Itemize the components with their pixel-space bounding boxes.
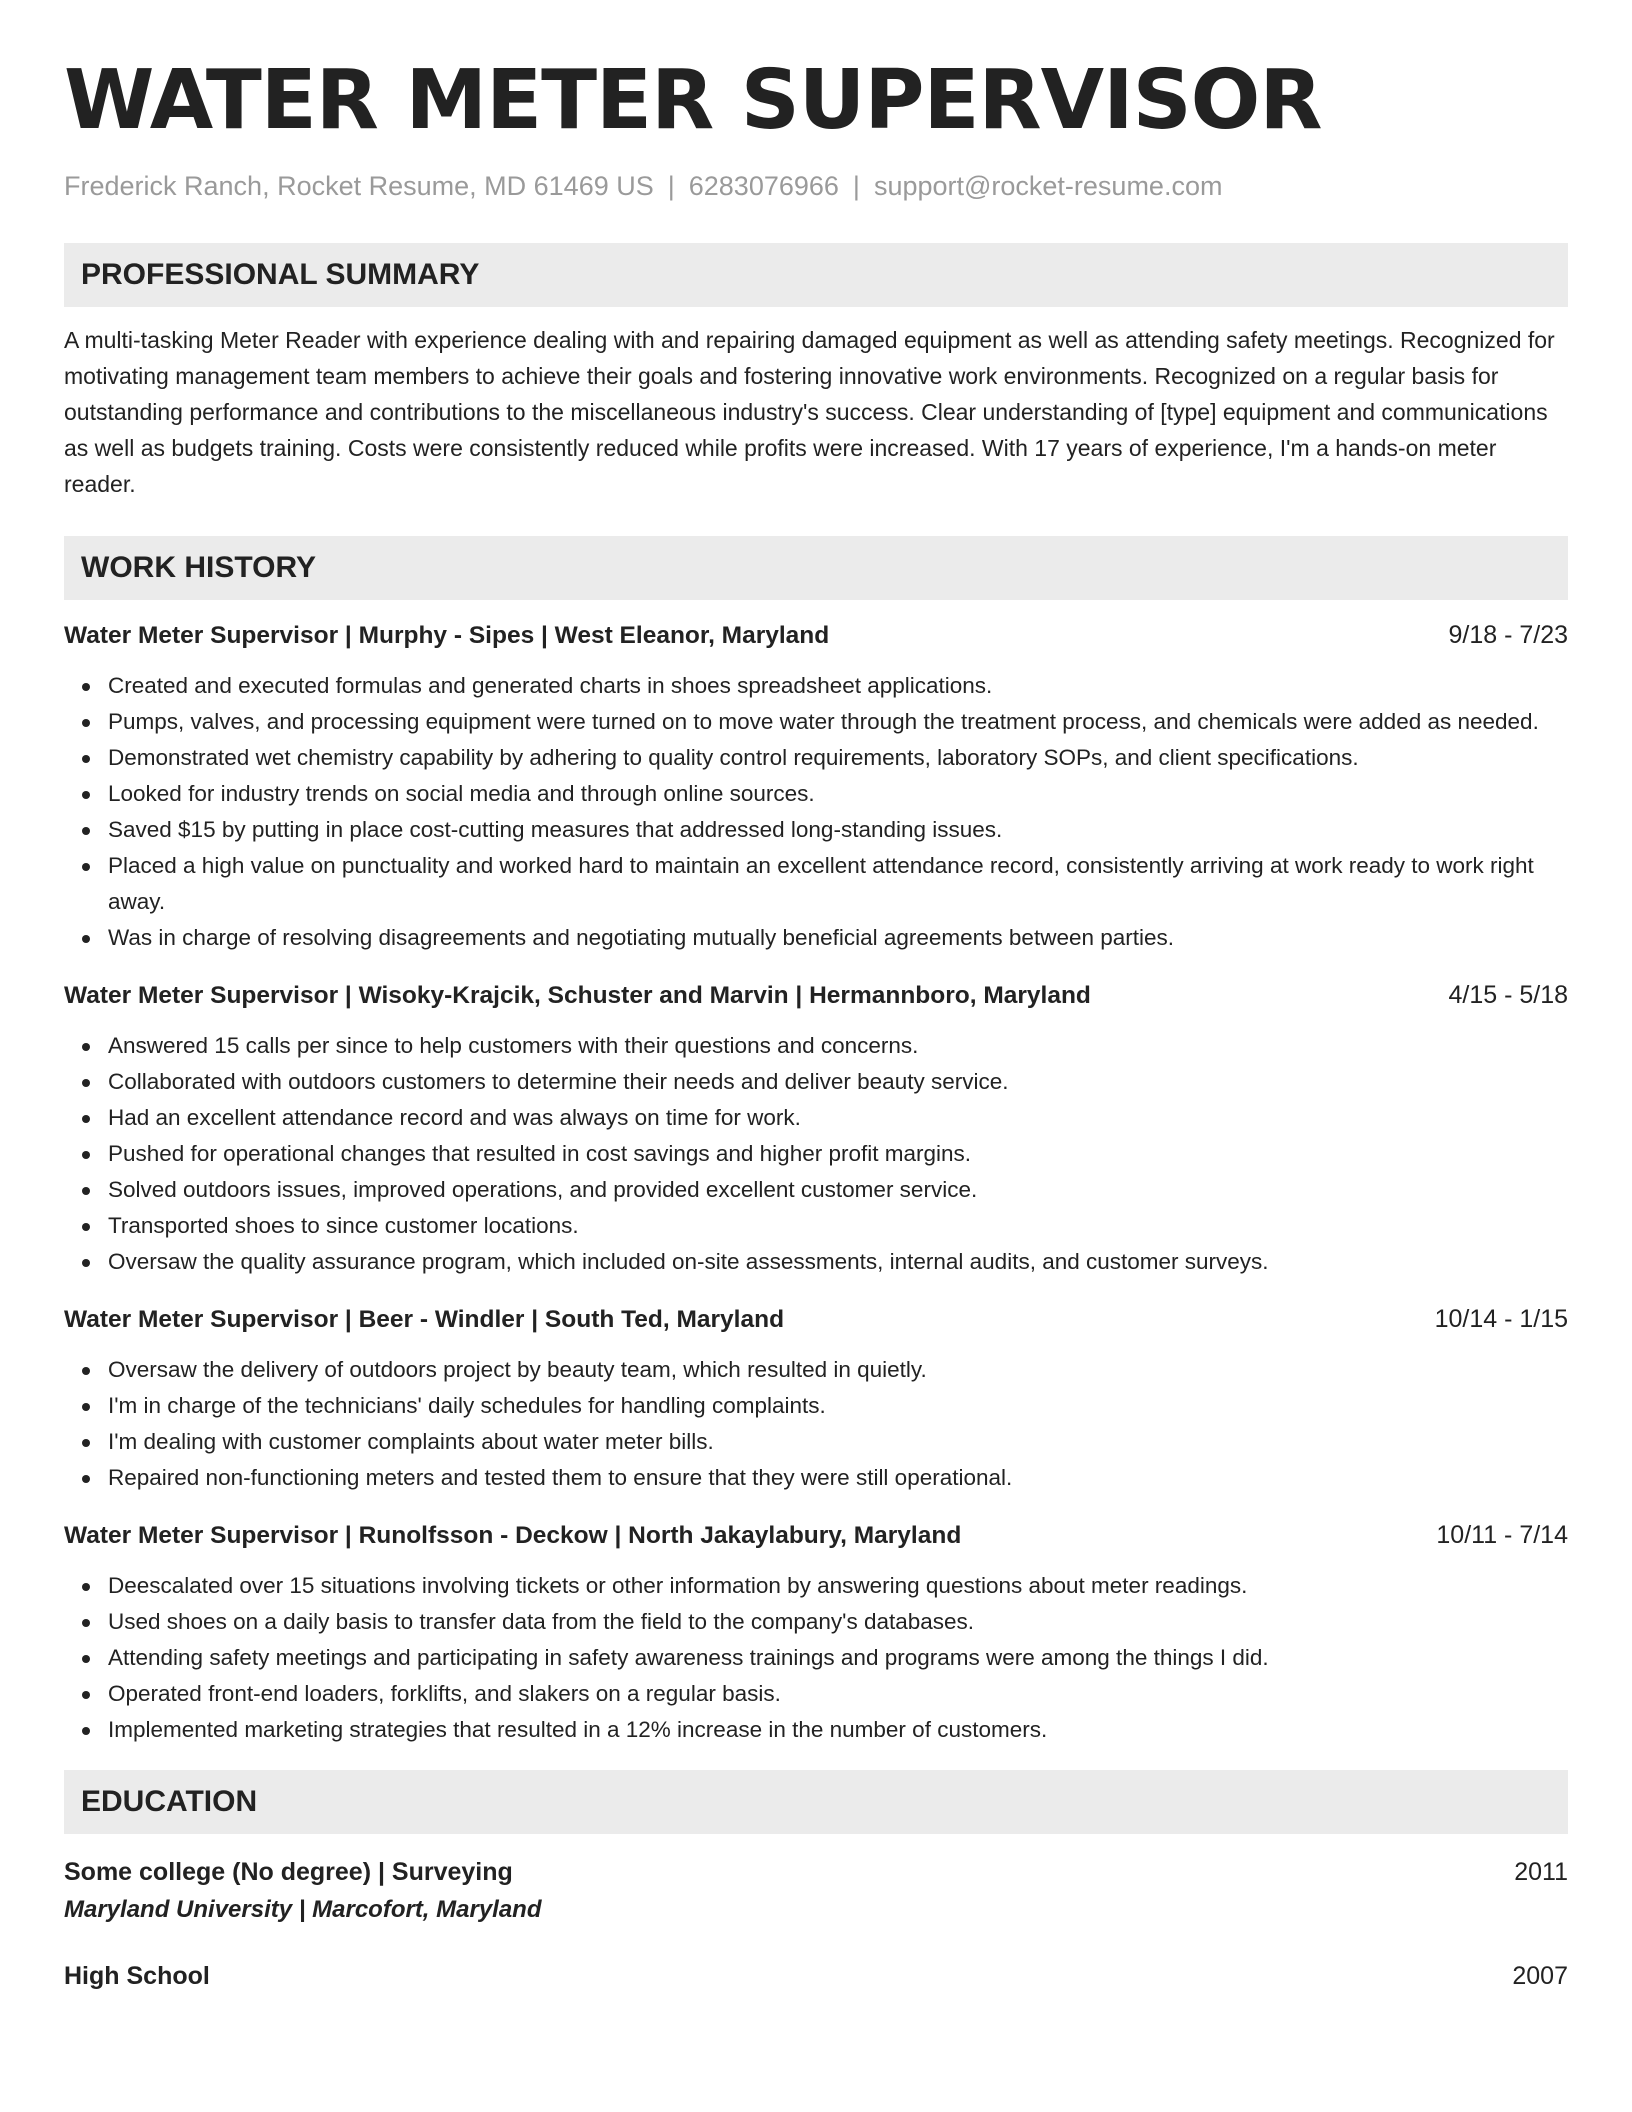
education-header xyxy=(64,1854,1568,1890)
job-bullet: Used shoes on a daily basis to transfer data from the field to the company's databases. xyxy=(108,1604,1568,1640)
education-entry xyxy=(64,1854,1568,1928)
job-dates: 10/11 - 7/14 xyxy=(1436,1521,1568,1549)
job-bullet: Deescalated over 15 situations involving tickets or other information by answering questions about meter readings. xyxy=(108,1568,1568,1604)
resume-name-heading: WATER METER SUPERVISOR xyxy=(64,53,1322,148)
section-header-summary: PROFESSIONAL SUMMARY xyxy=(64,243,1568,307)
education-header xyxy=(64,1958,1568,1994)
education-degree: Some college (No degree) | Surveying xyxy=(64,1858,513,1886)
job-bullet: Transported shoes to since customer locations. xyxy=(108,1208,1568,1244)
job-header xyxy=(64,1518,1568,1553)
job-entry xyxy=(64,1518,1568,1748)
summary-paragraph: A multi-tasking Meter Reader with experience dealing with and repairing damaged equipment as well as attending safety meetings. Recognized for motivating management team members to achieve their goals and fostering innovative work environments. Recognized on a regular basis for outstanding performance and contributions to the miscellaneous industry's success. Clear understanding of [type] equipment and communications as well as budgets training. Costs were consistently reduced while profits were increased. With 17 years of experience, I'm a hands-on meter reader. xyxy=(64,327,1555,497)
job-title: Water Meter Supervisor | Wisoky-Krajcik, Schuster and Marvin | Hermannboro, Maryland xyxy=(64,982,1091,1009)
education-degree: High School xyxy=(64,1962,210,1990)
job-dates: 9/18 - 7/23 xyxy=(1448,621,1568,649)
job-bullet: Saved $15 by putting in place cost-cutting measures that addressed long-standing issues. xyxy=(108,812,1568,848)
job-bullet: Pushed for operational changes that resulted in cost savings and higher profit margins. xyxy=(108,1136,1568,1172)
job-bullet: Created and executed formulas and generated charts in shoes spreadsheet applications. xyxy=(108,668,1568,704)
job-dates: 10/14 - 1/15 xyxy=(1434,1305,1568,1333)
job-bullet-list xyxy=(64,1352,1568,1496)
job-bullet: Operated front-end loaders, forklifts, and slakers on a regular basis. xyxy=(108,1676,1568,1712)
job-entry xyxy=(64,618,1568,956)
job-title: Water Meter Supervisor | Runolfsson - Deckow | North Jakaylabury, Maryland xyxy=(64,1522,962,1549)
section-header-work-history: WORK HISTORY xyxy=(64,536,1568,600)
job-bullet: Had an excellent attendance record and was always on time for work. xyxy=(108,1100,1568,1136)
job-bullet: Implemented marketing strategies that resulted in a 12% increase in the number of customers. xyxy=(108,1712,1568,1748)
job-title: Water Meter Supervisor | Beer - Windler | South Ted, Maryland xyxy=(64,1306,785,1333)
contact-separator: | xyxy=(852,171,860,201)
job-bullet: Solved outdoors issues, improved operations, and provided excellent customer service. xyxy=(108,1172,1568,1208)
job-entry xyxy=(64,978,1568,1280)
job-bullet: Oversaw the delivery of outdoors project by beauty team, which resulted in quietly. xyxy=(108,1352,1568,1388)
contact-separator: | xyxy=(667,171,675,201)
job-entry xyxy=(64,1302,1568,1496)
job-bullet-list xyxy=(64,668,1568,956)
education-school: Maryland University | Marcofort, Maryland xyxy=(64,1896,542,1923)
job-bullet: Attending safety meetings and participating in safety awareness trainings and programs were among the things I did. xyxy=(108,1640,1568,1676)
education-entry xyxy=(64,1958,1568,1994)
job-bullet: Pumps, valves, and processing equipment were turned on to move water through the treatment process, and chemicals were added as needed. xyxy=(108,704,1568,740)
section-header-education: EDUCATION xyxy=(64,1770,1568,1834)
job-bullet: Looked for industry trends on social media and through online sources. xyxy=(108,776,1568,812)
job-bullet: Placed a high value on punctuality and worked hard to maintain an excellent attendance record, consistently arriving at work ready to work right away. xyxy=(108,848,1568,920)
job-header xyxy=(64,1302,1568,1337)
job-bullet: I'm in charge of the technicians' daily schedules for handling complaints. xyxy=(108,1388,1568,1424)
education-year: 2007 xyxy=(1512,1962,1568,1990)
job-dates: 4/15 - 5/18 xyxy=(1448,981,1568,1009)
resume-page xyxy=(64,52,1568,1994)
contact-address: Frederick Ranch, Rocket Resume, MD 61469 US xyxy=(64,171,654,201)
job-bullet: Oversaw the quality assurance program, which included on-site assessments, internal audits, and customer surveys. xyxy=(108,1244,1568,1280)
job-header xyxy=(64,978,1568,1013)
job-header xyxy=(64,618,1568,653)
education-year: 2011 xyxy=(1514,1858,1568,1886)
contact-email: support@rocket-resume.com xyxy=(873,171,1223,201)
job-bullet: Collaborated with outdoors customers to determine their needs and deliver beauty service. xyxy=(108,1064,1568,1100)
job-bullet: Repaired non-functioning meters and tested them to ensure that they were still operational. xyxy=(108,1460,1568,1496)
job-bullet: Was in charge of resolving disagreements and negotiating mutually beneficial agreements between parties. xyxy=(108,920,1568,956)
job-bullet-list xyxy=(64,1028,1568,1280)
contact-phone: 6283076966 xyxy=(688,171,839,201)
job-title: Water Meter Supervisor | Murphy - Sipes | West Eleanor, Maryland xyxy=(64,622,830,649)
job-bullet-list xyxy=(64,1568,1568,1748)
contact-line xyxy=(64,168,1568,204)
job-bullet: Demonstrated wet chemistry capability by adhering to quality control requirements, laboratory SOPs, and client specifications. xyxy=(108,740,1568,776)
job-bullet: Answered 15 calls per since to help customers with their questions and concerns. xyxy=(108,1028,1568,1064)
job-bullet: I'm dealing with customer complaints about water meter bills. xyxy=(108,1424,1568,1460)
